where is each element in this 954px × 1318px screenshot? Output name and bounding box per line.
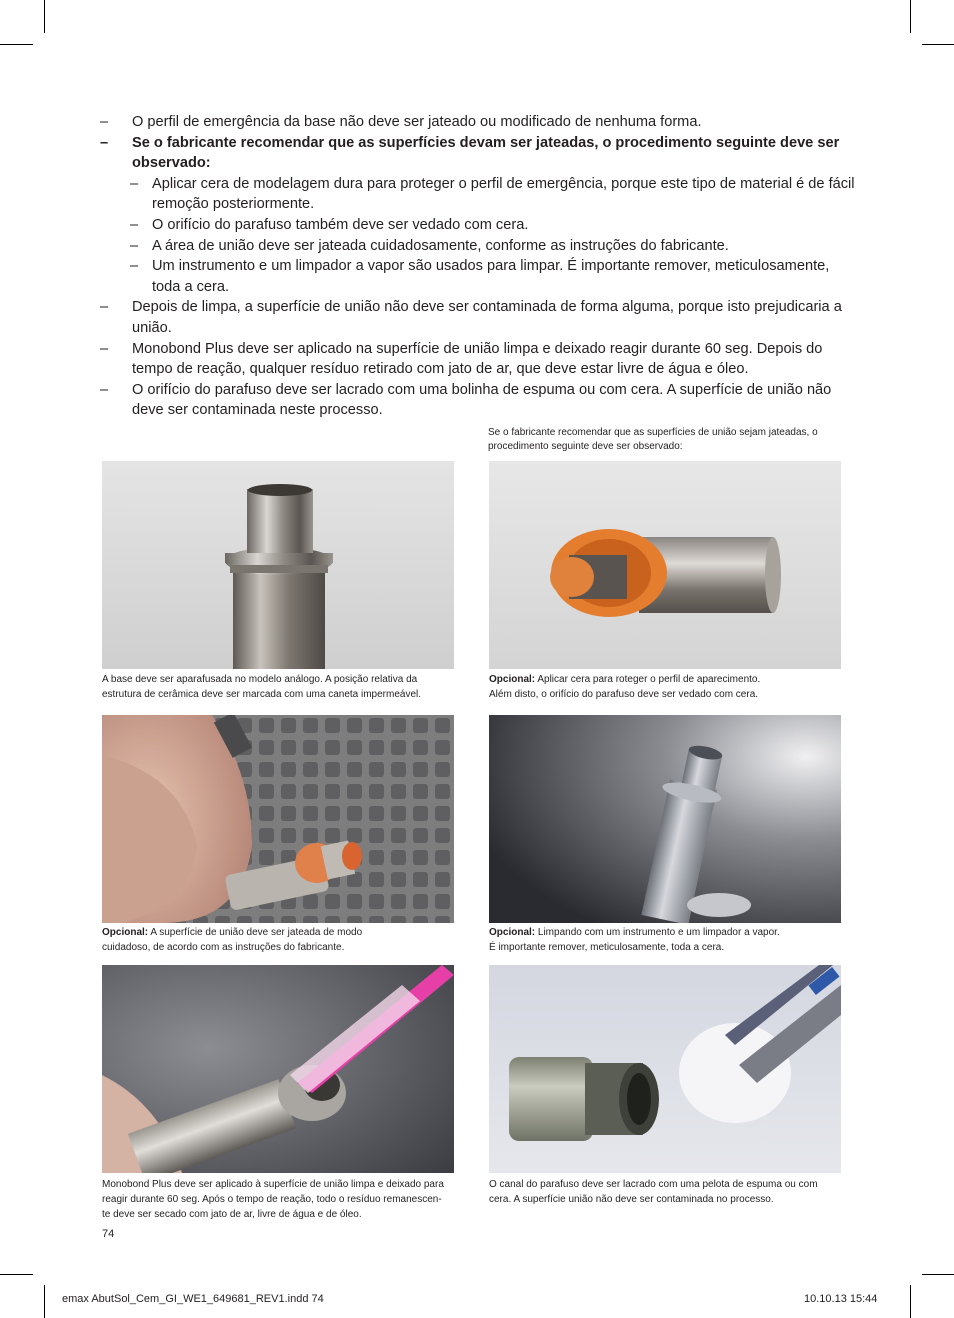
caption-monobond-application: Monobond Plus deve ser aplicado à superfície de união limpa e deixado para reagir durante 60 seg. Após o tempo de reação, todo o resíduo remanescen- te deve ser secado com jato de ar, livre de água e de óleo. xyxy=(102,1179,444,1220)
photo-steam-cleaning xyxy=(489,715,841,923)
caption-base-on-analog: A base deve ser aparafusada no modelo análogo. A posição relativa da estrutura de cerâmica deve ser marcada com uma caneta impermeável. xyxy=(102,674,422,700)
list-subitem: – Um instrumento e um limpador a vapor são usados para limpar. É importante remover, meticulosamente, toda a cera. xyxy=(130,258,830,295)
list-subitem: – Aplicar cera de modelagem dura para proteger o perfil de emergência, porque este tipo de material é de fácil remoção posteriormente. xyxy=(130,175,855,213)
list-item: – Se o fabricante recomendar que as superfícies devam ser jateadas, o procedimento seguinte deve ser observado: xyxy=(100,134,840,172)
caption-wax-protection: Opcional: Aplicar cera para roteger o perfil de aparecimento. Além disto, o orifício do parafuso deve ser vedado com cera. xyxy=(489,674,761,700)
crop-mark xyxy=(44,0,45,33)
list-subitem: – A área de união deve ser jateada cuidadosamente, conforme as instruções do fabricante. xyxy=(130,237,729,254)
list-item: – O perfil de emergência da base não deve ser jateado ou modificado de nenhuma forma. xyxy=(100,114,702,130)
crop-mark xyxy=(0,44,33,45)
crop-mark xyxy=(44,1285,45,1318)
list-item: – O orifício do parafuso deve ser lacrado com uma bolinha de espuma ou com cera. A superfície de união não deve ser contaminada neste processo. xyxy=(100,381,832,419)
photo-monobond-application xyxy=(102,965,454,1173)
sandblast-intro: Se o fabricante recomendar que as superfícies de união sejam jateadas, o procedimento seguinte deve ser observado: xyxy=(488,427,818,452)
photo-sandblasting xyxy=(102,715,454,923)
photo-base-on-analog xyxy=(102,461,454,669)
photo-screw-channel-sealing xyxy=(489,965,841,1173)
caption-steam-cleaning: Opcional: Limpando com um instrumento e um limpador a vapor. É importante remover, meticulosamente, toda a cera. xyxy=(489,927,780,953)
crop-mark xyxy=(0,1274,33,1275)
list-item: – Depois de limpa, a superfície de união não deve ser contaminada de forma alguma, porque isto prejudicaria a união. xyxy=(100,299,842,336)
crop-mark xyxy=(922,44,954,45)
crop-mark xyxy=(922,1274,954,1275)
page-number: 74 xyxy=(102,1228,115,1240)
slug-filename: emax AbutSol_Cem_GI_WE1_649681_REV1.indd 74 xyxy=(62,1293,324,1305)
instruction-list xyxy=(100,112,860,421)
slug-timestamp: 10.10.13 15:44 xyxy=(804,1293,878,1305)
list-item: – Monobond Plus deve ser aplicado na superfície de união limpa e deixado reagir durante 60 seg. Depois do tempo de reação, qualquer resíduo retirado com jato de ar, que deve estar livre de água e óleo. xyxy=(100,340,823,378)
list-subitem: – O orifício do parafuso também deve ser vedado com cera. xyxy=(130,216,529,233)
caption-screw-channel-sealing: O canal do parafuso deve ser lacrado com uma pelota de espuma ou com cera. A superfície união não deve ser contaminada no processo. xyxy=(489,1179,818,1205)
crop-mark xyxy=(910,0,911,33)
photo-wax-protection xyxy=(489,461,841,669)
caption-sandblasting: Opcional: A superfície de união deve ser jateada de modo cuidadoso, de acordo com as instruções do fabricante. xyxy=(102,927,363,953)
crop-mark xyxy=(910,1285,911,1318)
